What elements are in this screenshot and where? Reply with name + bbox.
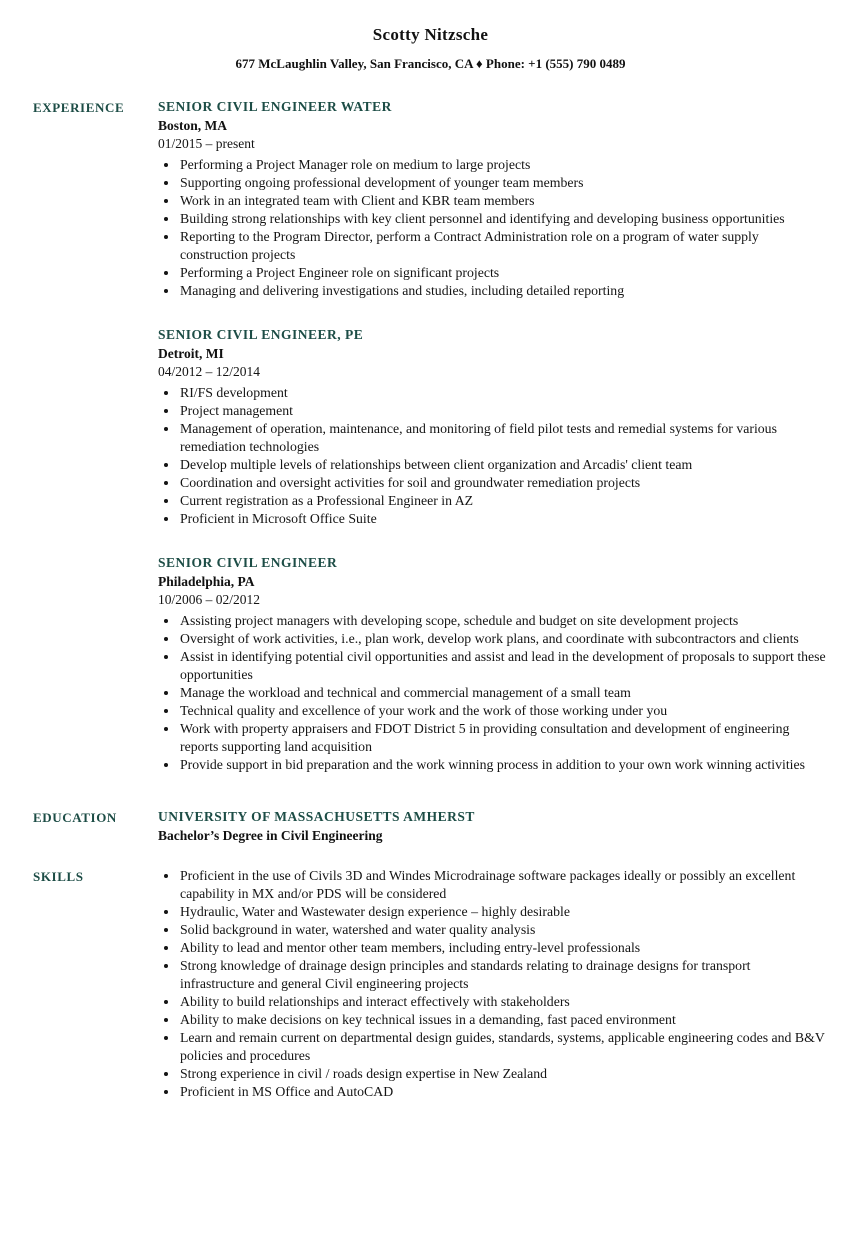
bullet-item: • Ability to make decisions on key technical issues in a demanding, fast paced environment: [179, 1011, 828, 1029]
bullet-item: • Performing a Project Engineer role on significant projects: [179, 264, 828, 282]
section-label-skills: SKILLS: [33, 869, 84, 884]
bullet-item: • Ability to build relationships and interact effectively with stakeholders: [179, 993, 828, 1011]
bullet-item: • Develop multiple levels of relationships between client organization and Arcadis' client team: [179, 456, 828, 474]
bullet-item: • Current registration as a Professional Engineer in AZ: [179, 492, 828, 510]
job-bullet-list: [158, 384, 828, 528]
job-dates: 04/2012 – 12/2014: [158, 364, 261, 379]
job-location: Detroit, MI: [158, 346, 224, 361]
bullet-item: • Management of operation, maintenance, and monitoring of field pilot tests and remedial systems for various remediation technologies: [179, 420, 828, 456]
bullet-item: • Reporting to the Program Director, perform a Contract Administration role on a program of water supply construction projects: [179, 228, 828, 264]
candidate-name: Scotty Nitzsche: [372, 25, 489, 44]
bullet-item: • Manage the workload and technical and commercial management of a small team: [179, 684, 828, 702]
job-dates: 10/2006 – 02/2012: [158, 592, 261, 607]
experience-section: [33, 98, 828, 774]
bullet-item: • Hydraulic, Water and Wastewater design experience – highly desirable: [179, 903, 828, 921]
resume-header: [33, 24, 828, 72]
bullet-item: • Assisting project managers with developing scope, schedule and budget on site development projects: [179, 612, 828, 630]
job-location: Philadelphia, PA: [158, 574, 255, 589]
bullet-item: • Solid background in water, watershed and water quality analysis: [179, 921, 828, 939]
bullet-item: • Assist in identifying potential civil opportunities and assist and lead in the development of proposals to support these opportunities: [179, 648, 828, 684]
education-section: [33, 808, 828, 845]
section-label-education: EDUCATION: [33, 810, 117, 825]
bullet-item: • Coordination and oversight activities for soil and groundwater remediation projects: [179, 474, 828, 492]
job-title: SENIOR CIVIL ENGINEER: [158, 555, 338, 570]
bullet-item: • Performing a Project Manager role on medium to large projects: [179, 156, 828, 174]
bullet-item: • Project management: [179, 402, 828, 420]
bullet-item: • Oversight of work activities, i.e., plan work, develop work plans, and coordinate with subcontractors and clients: [179, 630, 828, 648]
job-dates: 01/2015 – present: [158, 136, 255, 151]
bullet-item: • Technical quality and excellence of your work and the work of those working under you: [179, 702, 828, 720]
job-title: SENIOR CIVIL ENGINEER WATER: [158, 99, 392, 114]
experience-content: [158, 98, 828, 774]
bullet-item: • Ability to lead and mentor other team members, including entry-level professionals: [179, 939, 828, 957]
bullet-item: • Managing and delivering investigations and studies, including detailed reporting: [179, 282, 828, 300]
bullet-item: • RI/FS development: [179, 384, 828, 402]
section-label-experience: EXPERIENCE: [33, 100, 125, 115]
education-school: UNIVERSITY OF MASSACHUSETTS AMHERST: [158, 809, 475, 824]
bullet-item: • Provide support in bid preparation and the work winning process in addition to your own work winning activities: [179, 756, 828, 774]
skills-bullet-list: [158, 867, 828, 1101]
job-bullet-list: [158, 156, 828, 300]
bullet-item: • Proficient in Microsoft Office Suite: [179, 510, 828, 528]
job-entry-3: [158, 554, 828, 774]
bullet-item: • Strong knowledge of drainage design principles and standards relating to drainage designs for transport infrastructure and general Civil engineering projects: [179, 957, 828, 993]
skills-content: [158, 867, 828, 1101]
skills-section: [33, 867, 828, 1101]
bullet-item: • Proficient in MS Office and AutoCAD: [179, 1083, 828, 1101]
education-content: [158, 808, 828, 845]
job-bullet-list: [158, 612, 828, 774]
bullet-item: • Strong experience in civil / roads design expertise in New Zealand: [179, 1065, 828, 1083]
bullet-item: • Work in an integrated team with Client and KBR team members: [179, 192, 828, 210]
bullet-item: • Work with property appraisers and FDOT District 5 in providing consultation and development of engineering reports supporting land acquisition: [179, 720, 828, 756]
bullet-item: • Learn and remain current on departmental design guides, standards, systems, applicable engineering codes and B&V policies and procedures: [179, 1029, 828, 1065]
education-degree: Bachelor’s Degree in Civil Engineering: [158, 828, 383, 843]
bullet-item: • Building strong relationships with key client personnel and identifying and developing business opportunities: [179, 210, 828, 228]
bullet-item: • Supporting ongoing professional development of younger team members: [179, 174, 828, 192]
job-location: Boston, MA: [158, 118, 228, 133]
job-entry-2: [158, 326, 828, 528]
contact-line: 677 McLaughlin Valley, San Francisco, CA ♦ Phone: +1 (555) 790 0489: [235, 56, 626, 71]
job-title: SENIOR CIVIL ENGINEER, PE: [158, 327, 364, 342]
job-entry-1: [158, 98, 828, 300]
bullet-item: • Proficient in the use of Civils 3D and Windes Microdrainage software packages ideally or possibly an excellent capability in MX and/or PDS will be considered: [179, 867, 828, 903]
